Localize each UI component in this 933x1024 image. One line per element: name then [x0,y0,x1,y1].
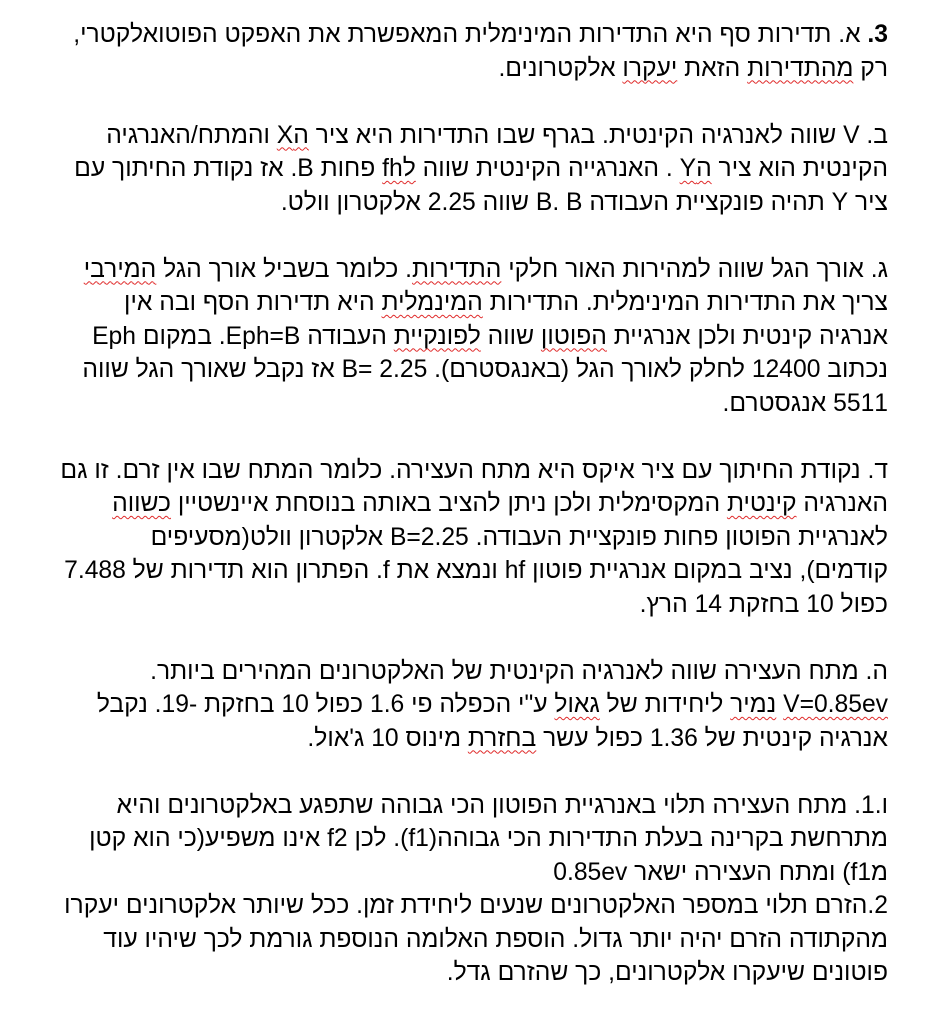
text-run: א. תדירות סף היא התדירות המינימלית המאפשרת את האפקט הפוטואלקטרי, [73,21,868,48]
text-line [74,152,888,186]
text-run: פחות B. אז נקודת החיתוך עם [74,155,383,182]
text-line [89,822,888,856]
text-run: כפול 10 בחזקת 14 הרץ. [639,590,888,618]
text-line [97,688,888,722]
text-run: אלקטרונים. [498,54,623,82]
text-run: 5511 אנגסטרם. [722,389,888,417]
text-run: 2.הזרם תלוי במספר האלקטרונים שנעים ליחידת זמן. ככל שיותר אלקטרונים יעקרו [64,892,888,919]
text-line [447,956,888,990]
text-run: הזאת [677,54,748,82]
text-run: קודמים), נציב במקום אנרגיית פוטון hf ונמצא את f. הפתרון הוא תדירות של 7.488 [64,557,888,584]
text-run: ב. V שווה לאנרגיה הקינטית. בגרף שבו התדירות היא ציר [308,121,888,149]
text-run: האנרגיה [796,490,888,517]
text-run: פוטונים שיעקרו אלקטרונים, כך שהזרם גדל. [446,959,888,986]
text-run: מf1) ומתח העצירה ישאר 0.85ev [553,858,888,886]
spelling-error-word: הY [679,155,712,182]
text-line [60,454,888,488]
text-run: נכתוב 12400 לחלק לאורך הגל (באנגסטרם). B= 2.25 אז נקבל שאורך הגל שווה [82,356,888,383]
spelling-error-word: לפונקיית [393,322,481,350]
text-run: . כלומר בשביל אורך הגל [156,255,413,283]
paragraph [20,655,888,756]
text-line [84,253,888,287]
paragraph [20,119,888,220]
text-run: ציר Y תהיה פונקציית העבודה B. B שווה 2.25 אלקטרון וולט. [280,188,888,216]
text-run: ה. מתח העצירה שווה לאנרגיה הקינטית של האלקטרונים המהירים ביותר. [150,657,888,685]
spelling-error-word: קינטית [726,490,797,517]
text-run: שווה [480,322,541,350]
spelling-error-word: יעקרו [622,54,678,82]
spelling-error-word: נמיר [730,691,777,718]
text-line [103,923,888,957]
text-run: ע"י הכפלה פי 1.6 כפול 10 בחזקת -19. נקבל [96,691,555,718]
text-run: רק [853,54,888,82]
text-line [82,353,888,387]
spelling-error-word: הX [276,121,309,149]
spelling-error-word: מהתדירות [747,54,854,82]
text-line [92,320,888,354]
text-run: היא תדירות הסף ובה אין [124,289,382,316]
paragraph [20,253,888,421]
spelling-error-word: כשווה [112,490,171,517]
text-line [64,554,888,588]
text-run: הקינטית הוא ציר [711,155,888,182]
spelling-error-word: התדירות [412,255,502,283]
text-line [112,487,888,521]
spelling-error-word: V=0.85ev [783,691,888,718]
text-line [64,889,888,923]
text-run: אנרגיה קינטית ולכן אנרגיית [606,322,888,350]
spelling-error-word: המירבי [83,255,157,283]
question-number: 3. [867,21,888,48]
text-line [151,521,888,555]
paragraph [20,454,888,622]
text-line [150,655,888,689]
text-line [307,722,888,756]
text-line [117,789,888,823]
text-run: המקסימלית ולכן ניתן להציב באותה בנוסחת איינשטיין [170,490,727,517]
paragraph [20,789,888,990]
text-run: ג. אורך הגל שווה למהירות האור חלקי [501,255,888,283]
text-line [640,588,888,622]
text-line [73,18,888,52]
paragraph [20,18,888,85]
text-line [106,119,888,153]
text-run: מהקתודה הזרם יהיה יותר גדול. הוספת האלומה הנוספת גורמת לכך שיהיו עוד [103,925,888,953]
text-run: העבודה Eph=B. במקום Eph [92,322,394,350]
text-run: לאנרגיית הפוטון פחות פונקציית העבודה. B=2.25 אלקטרון וולט(מסעיפים [150,523,888,551]
text-run: מתרחשת בקרינה בעלת התדירות הכי גבוהה(f1). לכן f2 אינו משפיע(כי הוא קטן [89,825,888,852]
text-run: . האנרגייה הקינטית שווה [415,155,680,182]
spelling-error-word: לfh [382,155,416,182]
text-run: ליחידות של [599,691,731,718]
spelling-error-word: בחזרת [467,724,537,752]
text-line [124,286,888,320]
text-line [553,856,888,890]
text-line [498,52,888,86]
spelling-error-word: המינמלית [381,289,483,316]
text-run: מינוס 10 ג'אול. [307,724,468,752]
text-run: אנרגיה קינטית של 1.36 כפול עשר [536,724,888,752]
text-run: והמתח/האנרגיה [106,121,277,149]
text-run: צריך את התדירות המינימלית. התדירות [482,289,888,316]
text-run: ד. נקודת החיתוך עם ציר איקס היא מתח העצירה. כלומר המתח שבו אין זרם. זו גם [60,456,888,484]
text-line [723,387,889,421]
document-body[interactable] [20,18,888,990]
spelling-error-word: גאול [554,691,600,718]
text-run: ו.1. מתח העצירה תלוי באנרגיית הפוטון הכי גבוהה שתפגע באלקטרונים והיא [116,791,888,819]
text-line [281,186,888,220]
spelling-error-word: הפוטון [540,322,607,350]
